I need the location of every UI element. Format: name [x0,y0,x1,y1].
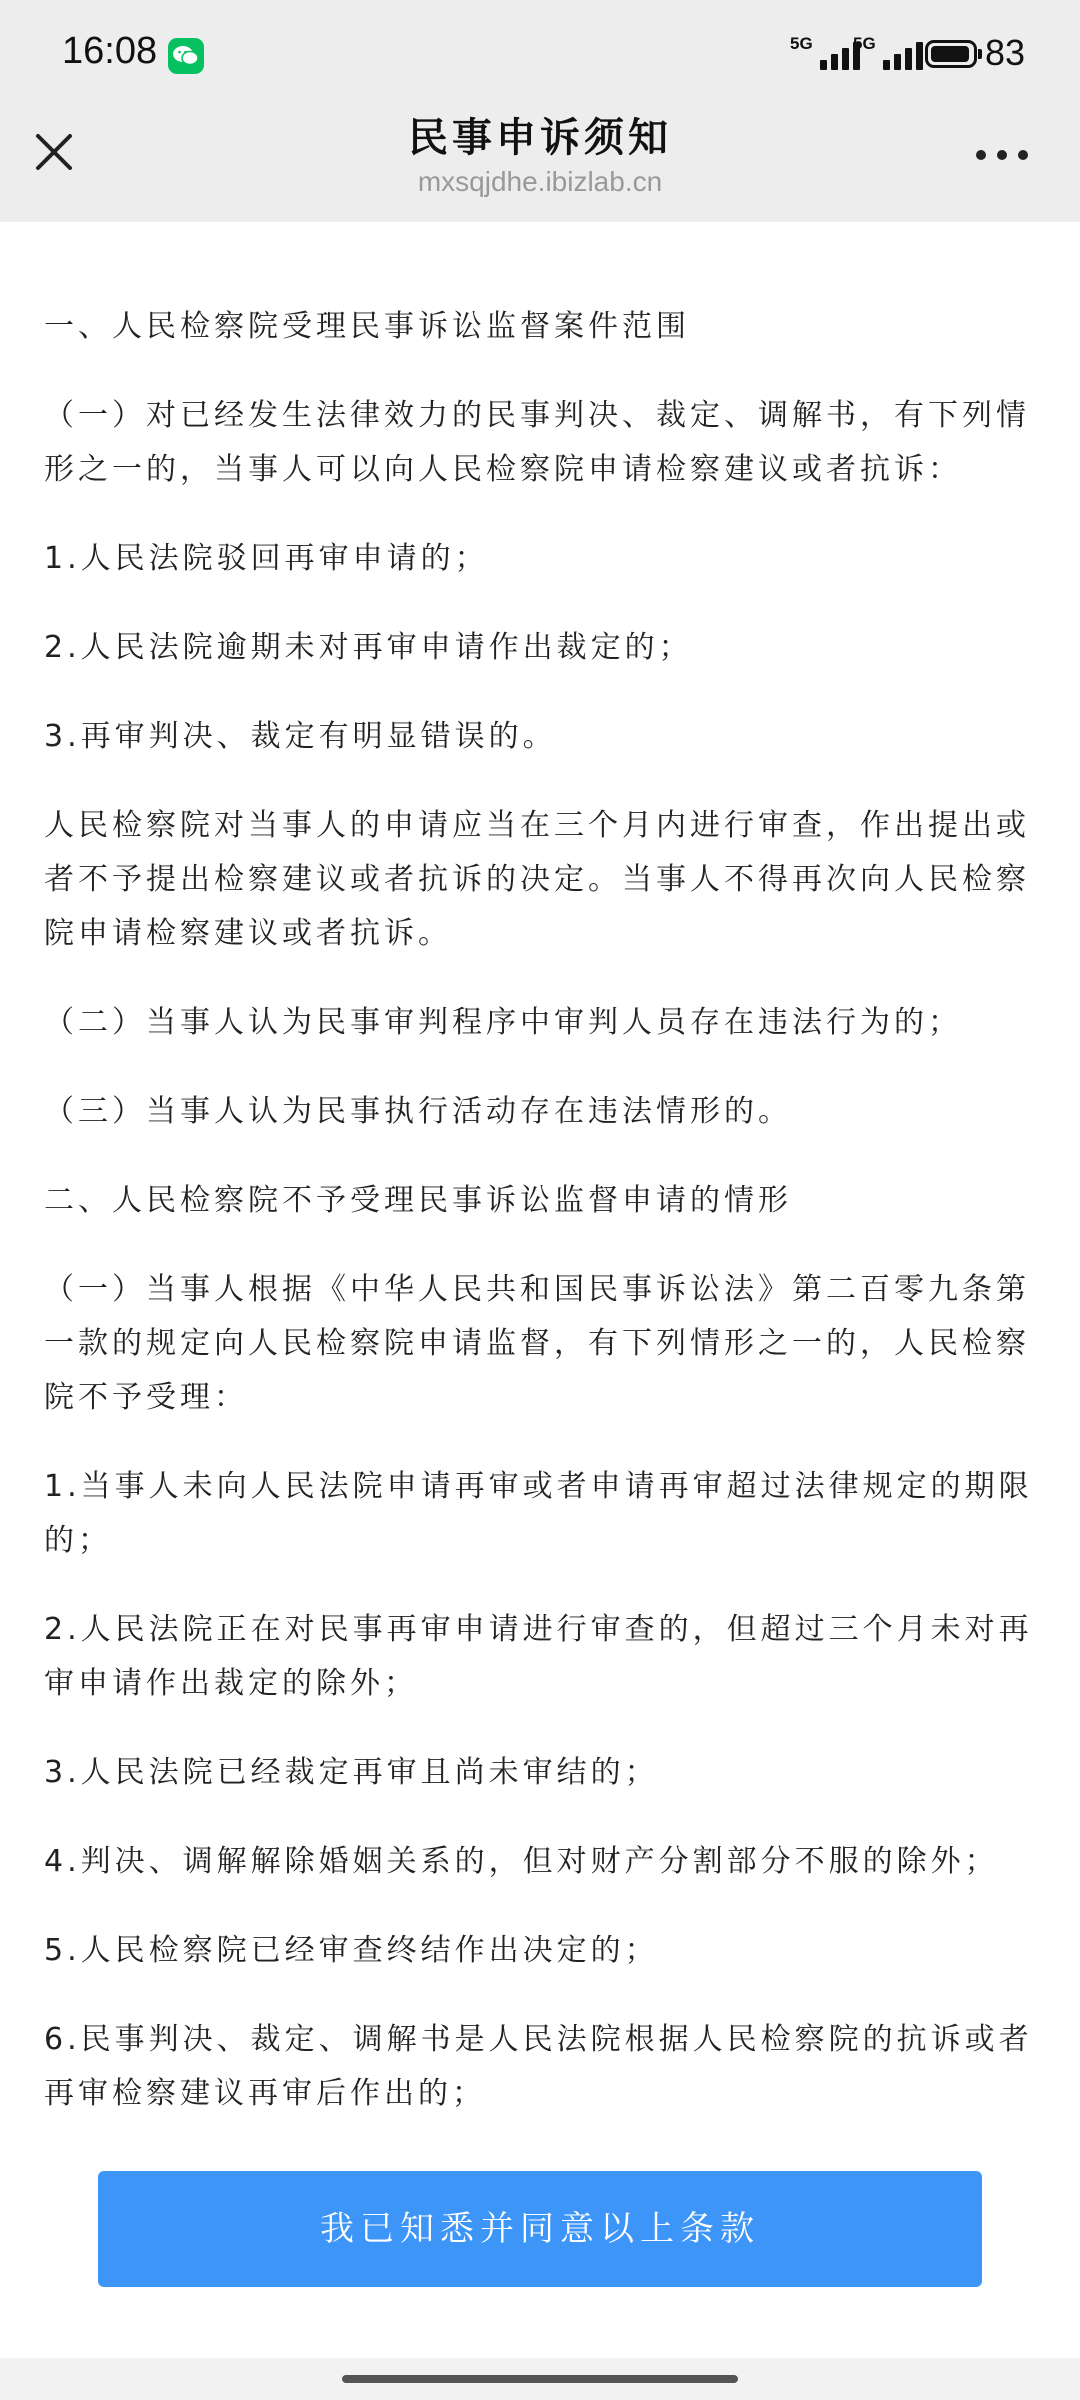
status-bar [0,0,1080,110]
page-domain: mxsqjdhe.ibizlab.cn [417,166,663,197]
top-bar [0,0,1080,222]
notice-paragraph: （一）对已经发生法律效力的民事判决、裁定、调解书，有下列情形之一的，当事人可以向人民检察院申请检察建议或者抗诉： [44,398,1030,487]
notice-paragraph: （二）当事人认为民事审判程序中审判人员存在违法行为的； [44,1005,962,1040]
network-type-1: 5G [790,34,813,53]
battery-level: 83 [985,32,1026,73]
notice-paragraph: 6.民事判决、裁定、调解书是人民法院根据人民检察院的抗诉或者再审检察建议再审后作出的； [44,2022,1033,2111]
notice-paragraph: 2.人民法院逾期未对再审申请作出裁定的； [44,630,693,665]
agree-button[interactable]: 我已知悉并同意以上条款 [98,2171,982,2287]
notice-paragraph: 5.人民检察院已经审查终结作出决定的； [44,1933,659,1968]
battery-icon [925,40,977,68]
cellular-signal-icon-2 [853,34,929,74]
notice-paragraph: 一、人民检察院受理民事诉讼监督案件范围 [44,309,690,344]
notice-paragraph: （三）当事人认为民事执行活动存在违法情形的。 [44,1094,792,1129]
notice-paragraph: （一）当事人根据《中华人民共和国民事诉讼法》第二百零九条第一款的规定向人民检察院申请监督，有下列情形之一的，人民检察院不予受理： [44,1272,1030,1415]
notice-paragraph: 人民检察院对当事人的申请应当在三个月内进行审查，作出提出或者不予提出检察建议或者抗诉的决定。当事人不得再次向人民检察院申请检察建议或者抗诉。 [44,808,1030,951]
more-icon[interactable] [972,140,1032,170]
notice-content [44,300,1044,2156]
notice-paragraph: 4.判决、调解解除婚姻关系的，但对财产分割部分不服的除外； [44,1844,999,1879]
notice-paragraph: 二、人民检察院不予受理民事诉讼监督申请的情形 [44,1183,792,1218]
wechat-icon [168,38,204,74]
page-title: 民事申诉须知 [408,115,672,161]
notice-paragraph: 1.当事人未向人民法院申请再审或者申请再审超过法律规定的期限的； [44,1469,1033,1558]
status-time: 16:08 [62,30,158,72]
notice-paragraph: 3.人民法院已经裁定再审且尚未审结的； [44,1755,659,1790]
network-type-2: 5G [853,34,876,53]
notice-paragraph: 1.人民法院驳回再审申请的； [44,541,489,576]
notice-paragraph: 2.人民法院正在对民事再审申请进行审查的，但超过三个月未对再审申请作出裁定的除外； [44,1612,1033,1701]
home-indicator[interactable] [342,2375,738,2383]
notice-paragraph: 3.再审判决、裁定有明显错误的。 [44,719,557,754]
